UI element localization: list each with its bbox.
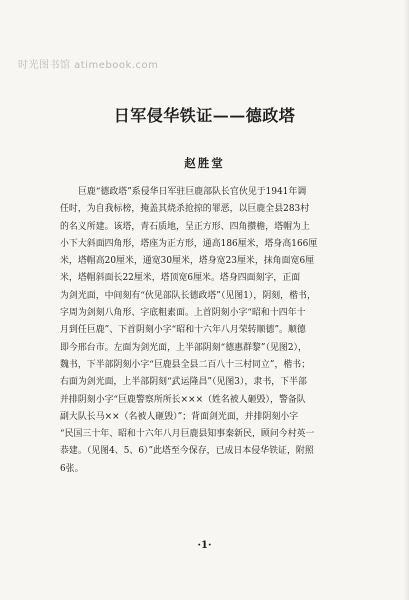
page-edge-shadow <box>403 0 409 600</box>
body-line: 6张。 <box>60 463 84 474</box>
body-line: 巨鹿“德政塔”系侵华日军驻巨鹿部队长官伙见于1941年调 <box>78 187 307 197</box>
body-line: 任时，为自我标榜，掩盖其烧杀抢掠的罪恶，以巨鹿全县283村 <box>60 204 310 215</box>
page-title: 日军侵华铁证——德政塔 <box>113 106 296 125</box>
page-number: ·1· <box>197 540 212 551</box>
body-line: 魏书，下半部阴刻小字“巨鹿县全县二百八十三村同立”，楷书； <box>60 359 311 370</box>
body-line: “民国三十年、昭和十六年八月巨鹿县知事秦新民，顾问今村英一 <box>60 429 315 440</box>
article-body <box>60 184 360 478</box>
body-line: 即今邢台市。左面为剑光面，上半部阴刻“德惠群黎”（见图2）， <box>60 342 307 353</box>
body-line: 月到任巨鹿”、下首阴刻小字“昭和十六年八月荣转顺德”。顺德 <box>60 325 306 336</box>
body-line: 米，塔帽高20厘米，通宽30厘米，塔身宽23厘米，抹角面宽6厘 <box>60 256 315 267</box>
site-watermark: 时光图书馆 atimebook.com <box>18 60 159 71</box>
body-line: 并排阴刻小字“巨鹿警察所所长×××（姓名被人砸毁），警备队 <box>60 394 306 405</box>
body-line: 为剑光面，中间刻有“伙见部队长德政塔”（见图1），阴刻，楷书， <box>60 290 316 301</box>
body-line: 右面为剑光面，上半部阴刻“武运隆昌”（见图3），隶书，下半部 <box>60 377 307 388</box>
body-line: 的名义所建。该塔，青石质地，呈正方形、四角攒檐，塔帽为上 <box>60 221 310 232</box>
body-line: 副大队长马××（名被人砸毁）”；背面剑光面，并排阴刻小字 <box>60 411 299 422</box>
body-line: 小下大斜面四角形，塔座为正方形，通高186厘米，塔身高166厘 <box>60 238 318 249</box>
author-name: 赵胜堂 <box>184 156 225 170</box>
body-line: 恭建。（见图4、5、6）”此塔至今保存，已成日本侵华铁证，附照 <box>60 446 314 457</box>
body-line: 米，塔帽斜面长22厘米，塔顶宽6厘米。塔身四面刻字，正面 <box>60 273 301 284</box>
body-line: 字周为剑刻八角形、字底粗素面。上首阴刻小字“昭和十四年十 <box>60 308 306 319</box>
